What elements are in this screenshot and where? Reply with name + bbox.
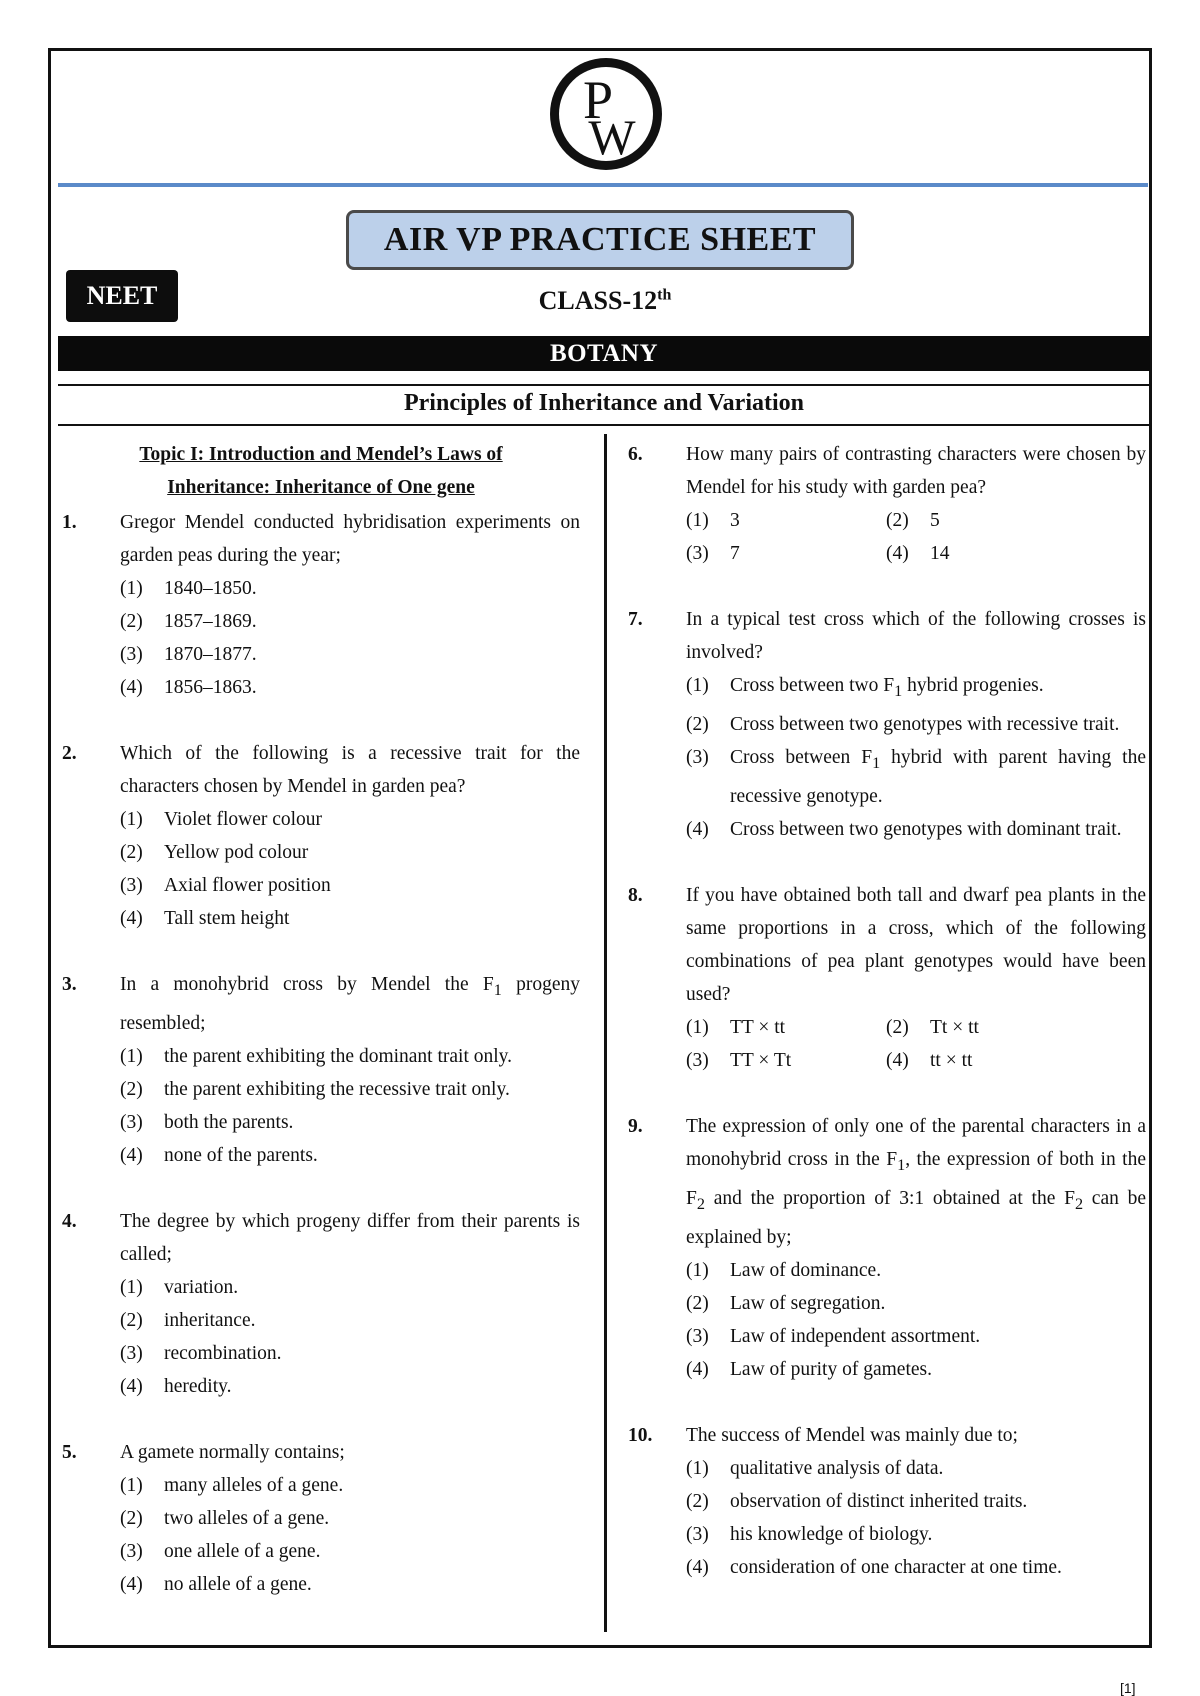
option-label: (2) bbox=[120, 1507, 143, 1529]
option-text: observation of distinct inherited traits. bbox=[730, 1490, 1028, 1512]
option-label: (3) bbox=[686, 1049, 709, 1071]
option-label: (1) bbox=[120, 1474, 143, 1496]
option-text: Cross between two genotypes with dominant trait. bbox=[730, 818, 1122, 840]
option-label: (1) bbox=[120, 809, 143, 830]
question-text bbox=[120, 968, 580, 1040]
option-text-part: hybrid with parent having the recessive genotype. bbox=[730, 746, 1146, 807]
option-text-part: hybrid progenies. bbox=[902, 675, 1044, 696]
question-number: 4. bbox=[62, 1210, 77, 1232]
option-text: inheritance. bbox=[164, 1309, 256, 1331]
column-divider bbox=[604, 434, 607, 1632]
sheet-title-text: AIR VP PRACTICE SHEET bbox=[383, 221, 817, 258]
option-text: Violet flower colour bbox=[164, 809, 323, 830]
exam-badge-text: NEET bbox=[86, 281, 158, 310]
question-text: Which of the following is a recessive trait for the characters chosen by Mendel in garden pea? bbox=[120, 743, 580, 797]
option-3 bbox=[628, 1320, 1146, 1353]
option-4 bbox=[62, 902, 580, 935]
topic-heading bbox=[62, 438, 580, 504]
question-4 bbox=[62, 1205, 580, 1403]
option-text: 1856–1863. bbox=[164, 677, 257, 698]
option-text: Axial flower position bbox=[164, 875, 331, 896]
option-label: (4) bbox=[886, 543, 909, 564]
question-6 bbox=[628, 438, 1146, 570]
question-2 bbox=[62, 737, 580, 935]
header-divider bbox=[58, 183, 1148, 187]
question-text: The success of Mendel was mainly due to; bbox=[686, 1424, 1018, 1446]
option-2 bbox=[886, 1011, 1086, 1044]
option-1 bbox=[62, 1040, 580, 1073]
subscript: 1 bbox=[897, 1155, 906, 1174]
chapter-title: Principles of Inheritance and Variation bbox=[403, 390, 805, 416]
option-3 bbox=[62, 1106, 580, 1139]
option-3 bbox=[62, 638, 580, 671]
option-label: (4) bbox=[120, 1375, 143, 1397]
option-1 bbox=[686, 504, 886, 537]
subscript: 1 bbox=[894, 681, 903, 700]
option-3 bbox=[62, 1337, 580, 1370]
option-2 bbox=[628, 1485, 1146, 1518]
option-label: (3) bbox=[686, 1523, 709, 1545]
option-label: (1) bbox=[686, 1016, 709, 1038]
option-text: Law of segregation. bbox=[730, 1292, 886, 1314]
option-1 bbox=[628, 1452, 1146, 1485]
subscript: 2 bbox=[696, 1194, 705, 1213]
question-text: How many pairs of contrasting characters were chosen by Mendel for his study with garden pea? bbox=[686, 444, 1146, 498]
option-label: (1) bbox=[686, 675, 709, 696]
question-text-part: The expression of only one of the parental characters in a monohybrid cross in the F bbox=[686, 1115, 1146, 1170]
option-label: (1) bbox=[120, 1045, 143, 1067]
option-text-part: Cross between F bbox=[730, 746, 873, 768]
question-3 bbox=[62, 968, 580, 1172]
option-text: 1840–1850. bbox=[164, 578, 257, 599]
class-label-suffix: th bbox=[657, 286, 672, 304]
option-text: Law of dominance. bbox=[730, 1259, 882, 1281]
pw-logo bbox=[548, 56, 664, 172]
option-1 bbox=[628, 1254, 1146, 1287]
option-text: two alleles of a gene. bbox=[164, 1507, 330, 1529]
option-label: (2) bbox=[886, 1016, 909, 1038]
option-text-part: Cross between two F bbox=[730, 675, 895, 696]
option-text: tt × tt bbox=[930, 1049, 973, 1071]
option-label: (4) bbox=[886, 1049, 909, 1071]
option-label: (4) bbox=[120, 908, 143, 929]
option-label: (2) bbox=[686, 1292, 709, 1314]
question-9 bbox=[628, 1110, 1146, 1386]
question-text-part: can be explained by; bbox=[686, 1187, 1146, 1248]
option-label: (2) bbox=[686, 1490, 709, 1512]
question-number: 7. bbox=[628, 609, 643, 630]
question-text-part: , the expression of both in the F bbox=[686, 1148, 1146, 1209]
svg-text:P: P bbox=[582, 70, 614, 130]
option-1 bbox=[62, 1469, 580, 1502]
option-label: (2) bbox=[120, 1309, 143, 1331]
option-label: (2) bbox=[120, 842, 143, 863]
option-4 bbox=[628, 1353, 1146, 1386]
option-2 bbox=[62, 605, 580, 638]
question-text-part: In a monohybrid cross by Mendel the F bbox=[120, 974, 494, 995]
option-label: (4) bbox=[686, 818, 709, 840]
question-number: 10. bbox=[628, 1424, 653, 1446]
option-4 bbox=[886, 537, 1086, 570]
option-4 bbox=[62, 1568, 580, 1601]
option-text: qualitative analysis of data. bbox=[730, 1457, 944, 1479]
question-text: The degree by which progeny differ from their parents is called; bbox=[120, 1210, 580, 1265]
topic-heading-line2: Inheritance: Inheritance of One gene bbox=[167, 477, 475, 498]
option-label: (3) bbox=[120, 1540, 143, 1562]
question-number: 9. bbox=[628, 1115, 643, 1137]
option-4 bbox=[628, 813, 1146, 846]
option-text: consideration of one character at one time. bbox=[730, 1556, 1062, 1578]
option-label: (4) bbox=[120, 677, 143, 698]
option-label: (3) bbox=[686, 1325, 709, 1347]
option-label: (3) bbox=[120, 875, 143, 896]
option-label: (1) bbox=[686, 1259, 709, 1281]
option-label: (1) bbox=[686, 510, 709, 531]
option-4 bbox=[62, 1370, 580, 1403]
question-number: 8. bbox=[628, 884, 643, 906]
option-label: (2) bbox=[120, 611, 143, 632]
subscript: 1 bbox=[872, 753, 881, 772]
option-text: Law of purity of gametes. bbox=[730, 1358, 932, 1380]
option-text: Cross between two genotypes with recessive trait. bbox=[730, 713, 1120, 735]
option-2 bbox=[62, 1304, 580, 1337]
question-5 bbox=[62, 1436, 580, 1601]
option-2 bbox=[62, 1502, 580, 1535]
subject-text: BOTANY bbox=[549, 339, 659, 367]
option-3 bbox=[62, 1535, 580, 1568]
option-text: 14 bbox=[930, 543, 950, 564]
option-4 bbox=[886, 1044, 1086, 1077]
option-label: (2) bbox=[886, 510, 909, 531]
option-text: heredity. bbox=[164, 1375, 232, 1397]
class-label-text: CLASS-12 bbox=[538, 286, 658, 315]
option-label: (2) bbox=[686, 713, 709, 735]
exam-badge bbox=[66, 270, 178, 322]
question-number: 2. bbox=[62, 743, 77, 764]
question-number: 1. bbox=[62, 512, 77, 533]
option-2 bbox=[628, 1287, 1146, 1320]
option-label: (4) bbox=[120, 1573, 143, 1595]
option-label: (3) bbox=[686, 543, 709, 564]
svg-text:W: W bbox=[588, 109, 636, 165]
options-grid bbox=[628, 504, 1146, 570]
option-2 bbox=[62, 836, 580, 869]
option-1 bbox=[686, 1011, 886, 1044]
option-text: the parent exhibiting the dominant trait only. bbox=[164, 1045, 513, 1067]
option-1 bbox=[62, 572, 580, 605]
option-text: 1857–1869. bbox=[164, 611, 257, 632]
option-3 bbox=[686, 537, 886, 570]
subscript: 1 bbox=[493, 980, 502, 999]
question-text: A gamete normally contains; bbox=[120, 1441, 345, 1463]
option-text: the parent exhibiting the recessive trait only. bbox=[164, 1078, 510, 1100]
option-label: (2) bbox=[120, 1078, 143, 1100]
option-text bbox=[730, 741, 1146, 813]
option-label: (4) bbox=[686, 1556, 709, 1578]
option-label: (1) bbox=[120, 578, 143, 599]
option-label: (4) bbox=[120, 1144, 143, 1166]
option-label: (3) bbox=[120, 1342, 143, 1364]
option-label: (3) bbox=[686, 746, 709, 768]
option-2 bbox=[628, 708, 1146, 741]
option-2 bbox=[886, 504, 1086, 537]
question-number: 3. bbox=[62, 974, 77, 995]
question-text: In a typical test cross which of the following crosses is involved? bbox=[686, 609, 1146, 663]
option-text: variation. bbox=[164, 1276, 239, 1298]
option-text: Tt × tt bbox=[930, 1016, 979, 1038]
option-text: many alleles of a gene. bbox=[164, 1474, 344, 1496]
option-label: (1) bbox=[686, 1457, 709, 1479]
option-3 bbox=[62, 869, 580, 902]
sheet-title bbox=[346, 210, 854, 270]
option-text: 3 bbox=[730, 510, 740, 531]
option-label: (1) bbox=[120, 1276, 143, 1298]
question-text-part: and the proportion of 3:1 obtained at the F bbox=[704, 1187, 1075, 1209]
chapter-bottom-rule bbox=[58, 424, 1150, 426]
option-text: 1870–1877. bbox=[164, 644, 257, 665]
left-column bbox=[62, 438, 580, 1634]
options-grid bbox=[628, 1011, 1146, 1077]
option-3 bbox=[686, 1044, 886, 1077]
question-text bbox=[686, 1110, 1146, 1254]
option-3 bbox=[628, 741, 1146, 813]
question-10 bbox=[628, 1419, 1146, 1584]
option-1 bbox=[62, 803, 580, 836]
question-number: 6. bbox=[628, 444, 643, 465]
option-1 bbox=[62, 1271, 580, 1304]
option-text: none of the parents. bbox=[164, 1144, 318, 1166]
question-number: 5. bbox=[62, 1441, 77, 1463]
option-4 bbox=[62, 671, 580, 704]
option-text: Yellow pod colour bbox=[164, 842, 309, 863]
question-text: If you have obtained both tall and dwarf pea plants in the same proportions in a cross, which of the following combinations of pea plant genotypes would have been used? bbox=[686, 884, 1146, 1005]
option-1 bbox=[628, 669, 1146, 708]
option-text: one allele of a gene. bbox=[164, 1540, 321, 1562]
option-text: 5 bbox=[930, 510, 940, 531]
option-3 bbox=[628, 1518, 1146, 1551]
option-text: both the parents. bbox=[164, 1111, 294, 1133]
subscript: 2 bbox=[1074, 1194, 1084, 1213]
option-label: (4) bbox=[686, 1358, 709, 1380]
option-4 bbox=[628, 1551, 1146, 1584]
question-8 bbox=[628, 879, 1146, 1077]
question-text: Gregor Mendel conducted hybridisation experiments on garden peas during the year; bbox=[120, 512, 580, 566]
option-text: recombination. bbox=[164, 1342, 282, 1364]
question-7 bbox=[628, 603, 1146, 846]
option-text: his knowledge of biology. bbox=[730, 1523, 933, 1545]
option-text: no allele of a gene. bbox=[164, 1573, 312, 1595]
topic-heading-line1: Topic I: Introduction and Mendel’s Laws of bbox=[139, 444, 503, 465]
option-label: (3) bbox=[120, 644, 143, 665]
subject-bar bbox=[58, 336, 1150, 371]
option-text: TT × Tt bbox=[730, 1049, 792, 1071]
question-1 bbox=[62, 506, 580, 704]
chapter-top-rule bbox=[58, 384, 1150, 386]
option-text bbox=[730, 669, 1146, 708]
class-label bbox=[460, 286, 750, 316]
option-text: Law of independent assortment. bbox=[730, 1325, 981, 1347]
option-2 bbox=[62, 1073, 580, 1106]
page-number: [1] bbox=[1120, 1680, 1136, 1696]
question-text-part: progeny resembled; bbox=[120, 974, 580, 1034]
option-text: 7 bbox=[730, 543, 740, 564]
right-column bbox=[628, 438, 1146, 1617]
option-4 bbox=[62, 1139, 580, 1172]
option-text: TT × tt bbox=[730, 1016, 786, 1038]
option-label: (3) bbox=[120, 1111, 143, 1133]
option-text: Tall stem height bbox=[164, 908, 290, 929]
